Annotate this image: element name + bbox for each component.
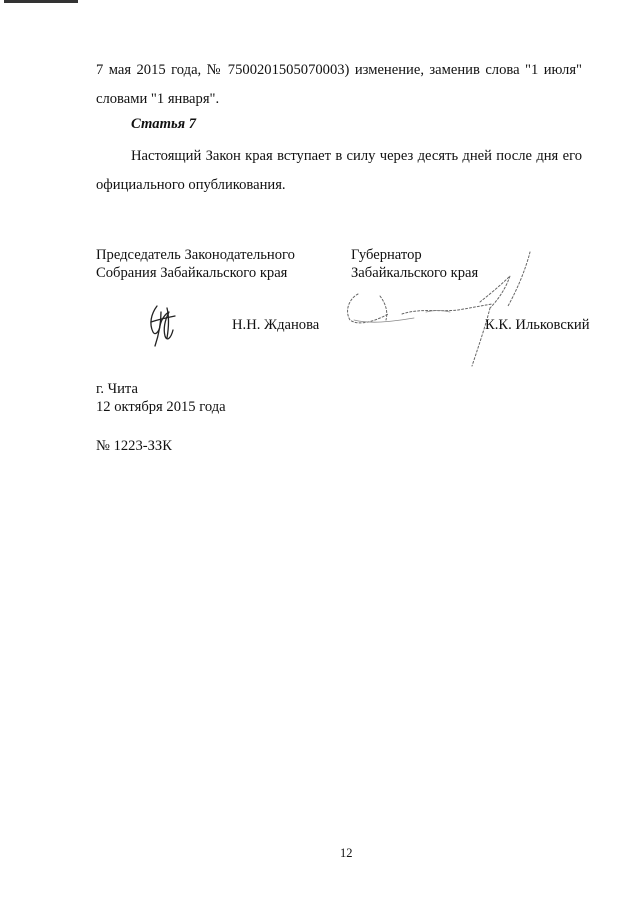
article-7-paragraph [96, 142, 582, 200]
governor-title-line-1: Губернатор [351, 247, 422, 263]
governor-name: К.К. Ильковский [485, 317, 590, 333]
article-heading: Статья 7 [131, 116, 197, 132]
place-city: г. Чита [96, 381, 138, 397]
chairman-signature [143, 302, 183, 348]
place-and-date [96, 380, 226, 416]
chairman-name: Н.Н. Жданова [232, 317, 320, 333]
amendment-paragraph [96, 56, 582, 114]
scan-edge-mark [4, 0, 78, 3]
amendment-line-1: 7 мая 2015 года, № 7500201505070003) изменение, заменив слова "1 июля" [96, 62, 582, 78]
law-number: № 1223-ЗЗК [96, 438, 172, 454]
signing-date: 12 октября 2015 года [96, 399, 226, 415]
chairman-title [96, 246, 295, 282]
governor-signature [330, 248, 555, 378]
chairman-title-line-1: Председатель Законодательного [96, 247, 295, 263]
governor-title-line-2: Забайкальского края [351, 265, 479, 281]
article-7-line-2: официального опубликования. [96, 177, 286, 193]
article-7-line-1: Настоящий Закон края вступает в силу через десять дней после дня его [131, 148, 582, 164]
chairman-title-line-2: Собрания Забайкальского края [96, 265, 288, 281]
page-number: 12 [340, 846, 353, 860]
amendment-line-2: словами "1 января". [96, 91, 220, 107]
